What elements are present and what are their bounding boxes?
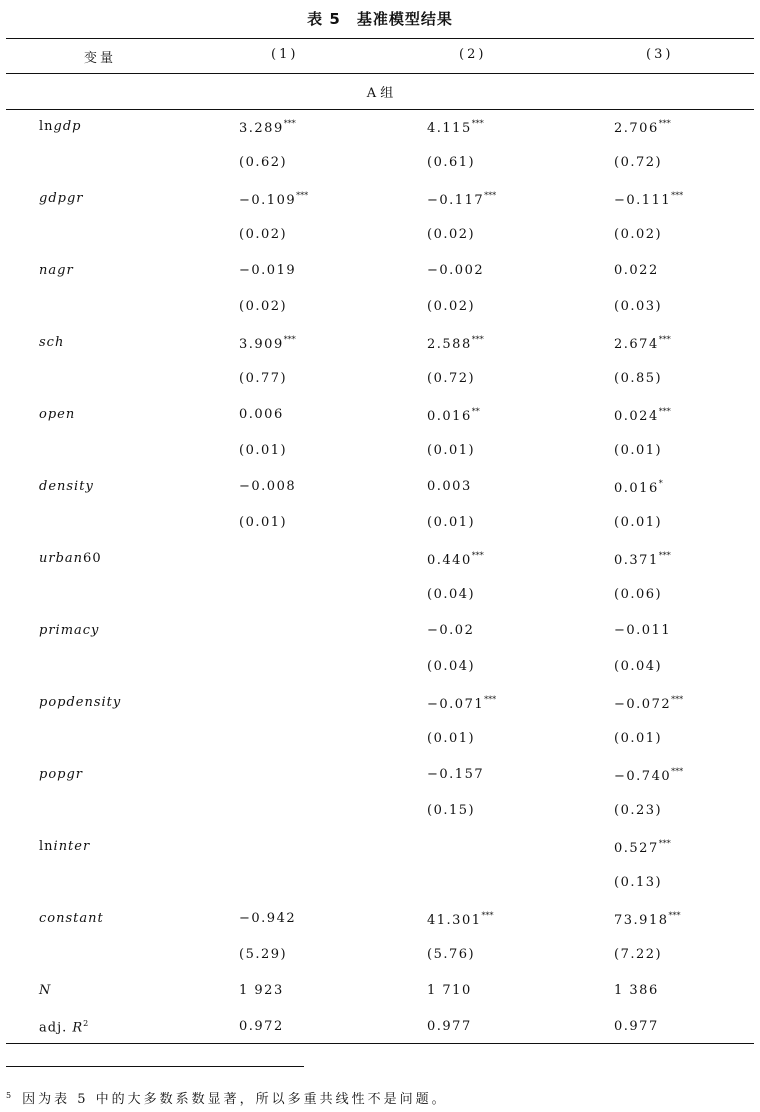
cell-value: (0.72) — [614, 155, 663, 170]
cell-value: −0.072 — [614, 697, 672, 712]
row-label — [39, 191, 84, 206]
cell-value: 73.918 — [614, 913, 669, 928]
cell-value: 0.003 — [427, 479, 472, 494]
cell-value: (0.02) — [427, 227, 476, 242]
row-label-suffix: 60 — [83, 551, 102, 566]
table-row — [0, 615, 760, 651]
table-row — [0, 867, 760, 903]
cell-value: 0.977 — [427, 1019, 472, 1034]
cell-value: 2.588 — [427, 337, 472, 352]
cell-value: 0.016 — [427, 409, 472, 424]
table-caption: 基准模型结果 — [356, 10, 453, 28]
significance-stars: *** — [481, 911, 494, 920]
table-row — [0, 111, 760, 147]
table-row — [0, 327, 760, 363]
cell-value: (0.01) — [427, 515, 476, 530]
row-label-prefix: adj. — [39, 1020, 73, 1036]
cell-value: (0.15) — [427, 803, 476, 818]
cell-col-3 — [614, 947, 662, 962]
cell-col-3 — [614, 623, 671, 638]
row-label-name: constant — [39, 911, 104, 926]
cell-col-2 — [427, 515, 475, 530]
table-row — [0, 903, 760, 939]
cell-col-3 — [614, 659, 662, 674]
table-row — [0, 147, 760, 183]
table-row — [0, 687, 760, 723]
row-label-name: primacy — [39, 623, 100, 638]
significance-stars: *** — [658, 335, 671, 344]
cell-col-2 — [427, 335, 484, 352]
row-label-name: R — [72, 1020, 84, 1036]
cell-col-1 — [239, 155, 287, 170]
row-label-prefix: ln — [39, 839, 54, 854]
table-row — [0, 435, 760, 471]
cell-col-3 — [614, 803, 662, 818]
cell-col-2 — [427, 731, 475, 746]
cell-col-2 — [427, 407, 480, 424]
cell-col-3 — [614, 335, 671, 352]
significance-stars: *** — [671, 191, 684, 200]
cell-value: (0.04) — [427, 587, 476, 602]
cell-col-3 — [614, 119, 671, 136]
table-row — [0, 795, 760, 831]
cell-value: 0.371 — [614, 553, 659, 568]
cell-value: −0.109 — [239, 193, 297, 208]
table-row — [0, 579, 760, 615]
cell-col-2 — [427, 767, 484, 782]
cell-value: 0.977 — [614, 1019, 659, 1034]
cell-col-3 — [614, 1019, 659, 1034]
table-row — [0, 183, 760, 219]
row-label-name: density — [39, 479, 94, 494]
table-row — [0, 723, 760, 759]
row-label-name: gdpgr — [39, 191, 84, 206]
cell-col-2 — [427, 1019, 472, 1034]
cell-col-3 — [614, 407, 671, 424]
header-col-2: (2) — [459, 47, 487, 62]
bottom-rule — [6, 1043, 754, 1044]
significance-stars: *** — [658, 839, 671, 848]
cell-col-2 — [427, 227, 475, 242]
cell-value: (0.02) — [614, 227, 663, 242]
cell-col-1 — [239, 479, 296, 494]
cell-value: (7.22) — [614, 947, 663, 962]
cell-value: −0.157 — [427, 767, 485, 782]
cell-col-1 — [239, 119, 296, 136]
cell-col-3 — [614, 227, 662, 242]
cell-value: −0.002 — [427, 263, 485, 278]
row-label — [39, 839, 90, 854]
cell-value: (0.02) — [239, 299, 288, 314]
cell-col-2 — [427, 983, 472, 998]
cell-col-3 — [614, 911, 681, 928]
header-col-1: (1) — [271, 47, 299, 62]
cell-col-2 — [427, 479, 472, 494]
cell-col-1 — [239, 371, 287, 386]
row-label — [39, 1019, 89, 1035]
row-label — [39, 767, 83, 782]
significance-stars: *** — [658, 551, 671, 560]
row-label — [39, 983, 51, 998]
significance-stars: *** — [658, 407, 671, 416]
cell-col-2 — [427, 443, 475, 458]
table-row — [0, 291, 760, 327]
cell-col-3 — [614, 875, 662, 890]
cell-value: (0.04) — [427, 659, 476, 674]
top-rule — [6, 38, 754, 39]
cell-value: −0.117 — [427, 193, 485, 208]
cell-value: (0.61) — [427, 155, 476, 170]
cell-col-3 — [614, 299, 662, 314]
row-label-name: open — [39, 407, 76, 422]
row-label-name: inter — [53, 839, 91, 854]
cell-value: 3.909 — [239, 337, 284, 352]
cell-col-1 — [239, 515, 287, 530]
significance-stars: *** — [671, 695, 684, 704]
cell-col-2 — [427, 947, 475, 962]
cell-value: (0.01) — [614, 731, 663, 746]
cell-col-1 — [239, 335, 296, 352]
cell-col-3 — [614, 695, 683, 712]
cell-value: 0.440 — [427, 553, 472, 568]
significance-stars: *** — [471, 119, 484, 128]
row-label-name: popgr — [39, 767, 84, 782]
cell-value: −0.008 — [239, 479, 297, 494]
table-row — [0, 219, 760, 255]
footnote-mark: 5 — [6, 1090, 15, 1100]
table-row — [0, 399, 760, 435]
cell-col-3 — [614, 263, 659, 278]
cell-col-1 — [239, 983, 284, 998]
cell-col-1 — [239, 1019, 284, 1034]
cell-col-3 — [614, 587, 662, 602]
cell-value: (0.03) — [614, 299, 663, 314]
cell-value: 0.022 — [614, 263, 659, 278]
table-row — [0, 543, 760, 579]
cell-col-1 — [239, 443, 287, 458]
significance-stars: *** — [471, 551, 484, 560]
cell-value: (0.02) — [239, 227, 288, 242]
cell-value: 2.706 — [614, 121, 659, 136]
cell-col-3 — [614, 551, 671, 568]
header-rule — [6, 73, 754, 74]
cell-value: 0.016 — [614, 481, 659, 496]
row-label-name: nagr — [39, 263, 74, 278]
cell-value: 0.024 — [614, 409, 659, 424]
table-row — [0, 759, 760, 795]
cell-col-1 — [239, 191, 308, 208]
cell-col-2 — [427, 587, 475, 602]
cell-value: (0.01) — [239, 515, 288, 530]
row-label-name: gdp — [53, 119, 82, 134]
cell-col-2 — [427, 263, 484, 278]
cell-value: 0.527 — [614, 841, 659, 856]
cell-col-3 — [614, 479, 663, 496]
cell-value: 2.674 — [614, 337, 659, 352]
significance-stars: ** — [471, 407, 480, 416]
cell-col-1 — [239, 407, 284, 422]
table-row — [0, 471, 760, 507]
footnote — [6, 1088, 448, 1107]
cell-col-2 — [427, 191, 496, 208]
cell-value: 0.006 — [239, 407, 284, 422]
table-row — [0, 651, 760, 687]
cell-col-2 — [427, 803, 475, 818]
row-label-name: urban — [39, 551, 84, 566]
cell-value: (0.77) — [239, 371, 288, 386]
cell-col-3 — [614, 983, 659, 998]
cell-value: −0.02 — [427, 623, 475, 638]
cell-value: −0.019 — [239, 263, 297, 278]
cell-value: 41.301 — [427, 913, 482, 928]
cell-col-3 — [614, 839, 671, 856]
table-row — [0, 831, 760, 867]
panel-rule — [6, 109, 754, 110]
row-label-name: N — [39, 983, 52, 998]
cell-value: −0.740 — [614, 769, 672, 784]
cell-value: (0.04) — [614, 659, 663, 674]
cell-col-2 — [427, 659, 475, 674]
cell-col-1 — [239, 947, 287, 962]
row-label — [39, 407, 75, 422]
cell-col-2 — [427, 155, 475, 170]
significance-stars: * — [658, 479, 663, 488]
cell-value: (0.01) — [427, 443, 476, 458]
cell-col-3 — [614, 155, 662, 170]
row-label — [39, 479, 94, 494]
cell-value: (0.02) — [427, 299, 476, 314]
cell-value: 3.289 — [239, 121, 284, 136]
row-label — [39, 335, 64, 350]
cell-col-2 — [427, 371, 475, 386]
cell-value: (5.29) — [239, 947, 288, 962]
table-title — [0, 8, 760, 29]
table-row — [0, 939, 760, 975]
row-label — [39, 263, 74, 278]
table-row — [0, 1011, 760, 1047]
cell-value: 4.115 — [427, 121, 472, 136]
cell-value: 0.972 — [239, 1019, 284, 1034]
table-row — [0, 363, 760, 399]
table-row — [0, 507, 760, 543]
cell-value: 1 710 — [427, 983, 472, 998]
cell-value: (0.72) — [427, 371, 476, 386]
row-label-superscript: 2 — [83, 1019, 90, 1028]
cell-value: 1 386 — [614, 983, 659, 998]
cell-col-3 — [614, 767, 683, 784]
cell-value: (0.62) — [239, 155, 288, 170]
significance-stars: *** — [283, 335, 296, 344]
cell-col-1 — [239, 911, 296, 926]
cell-value: (0.23) — [614, 803, 663, 818]
footnote-text: 因为表 5 中的大多数系数显著，所以多重共线性不是问题。 — [22, 1092, 448, 1107]
cell-value: (0.01) — [239, 443, 288, 458]
cell-col-1 — [239, 263, 296, 278]
cell-col-2 — [427, 299, 475, 314]
significance-stars: *** — [668, 911, 681, 920]
row-label-prefix: ln — [39, 119, 54, 134]
significance-stars: *** — [296, 191, 309, 200]
significance-stars: *** — [671, 767, 684, 776]
table-number: 表 5 — [307, 10, 341, 28]
cell-col-3 — [614, 191, 683, 208]
significance-stars: *** — [484, 191, 497, 200]
cell-value: (0.06) — [614, 587, 663, 602]
significance-stars: *** — [283, 119, 296, 128]
row-label — [39, 551, 102, 566]
significance-stars: *** — [658, 119, 671, 128]
header-variable: 变量 — [84, 51, 117, 66]
cell-value: (0.13) — [614, 875, 663, 890]
cell-col-2 — [427, 623, 474, 638]
cell-col-2 — [427, 119, 484, 136]
cell-col-1 — [239, 299, 287, 314]
row-label — [39, 911, 104, 926]
table-row — [0, 975, 760, 1011]
significance-stars: *** — [471, 335, 484, 344]
row-label-name: sch — [39, 335, 65, 350]
row-label — [39, 119, 82, 134]
cell-col-2 — [427, 551, 484, 568]
cell-value: −0.071 — [427, 697, 485, 712]
cell-value: (0.01) — [614, 515, 663, 530]
cell-value: −0.942 — [239, 911, 297, 926]
row-label — [39, 623, 99, 638]
row-label-name: popdensity — [39, 695, 122, 710]
cell-value: (0.01) — [427, 731, 476, 746]
significance-stars: *** — [484, 695, 497, 704]
cell-value: 1 923 — [239, 983, 284, 998]
cell-value: −0.111 — [614, 193, 672, 208]
panel-label: A 组 — [366, 86, 394, 101]
cell-col-3 — [614, 731, 662, 746]
table-row — [0, 255, 760, 291]
cell-value: (0.85) — [614, 371, 663, 386]
cell-col-3 — [614, 443, 662, 458]
cell-value: −0.011 — [614, 623, 672, 638]
cell-value: (5.76) — [427, 947, 476, 962]
cell-col-1 — [239, 227, 287, 242]
header-col-3: (3) — [646, 47, 674, 62]
cell-value: (0.01) — [614, 443, 663, 458]
row-label — [39, 695, 121, 710]
footnote-rule — [6, 1066, 304, 1067]
cell-col-2 — [427, 911, 494, 928]
cell-col-3 — [614, 515, 662, 530]
cell-col-3 — [614, 371, 662, 386]
cell-col-2 — [427, 695, 496, 712]
